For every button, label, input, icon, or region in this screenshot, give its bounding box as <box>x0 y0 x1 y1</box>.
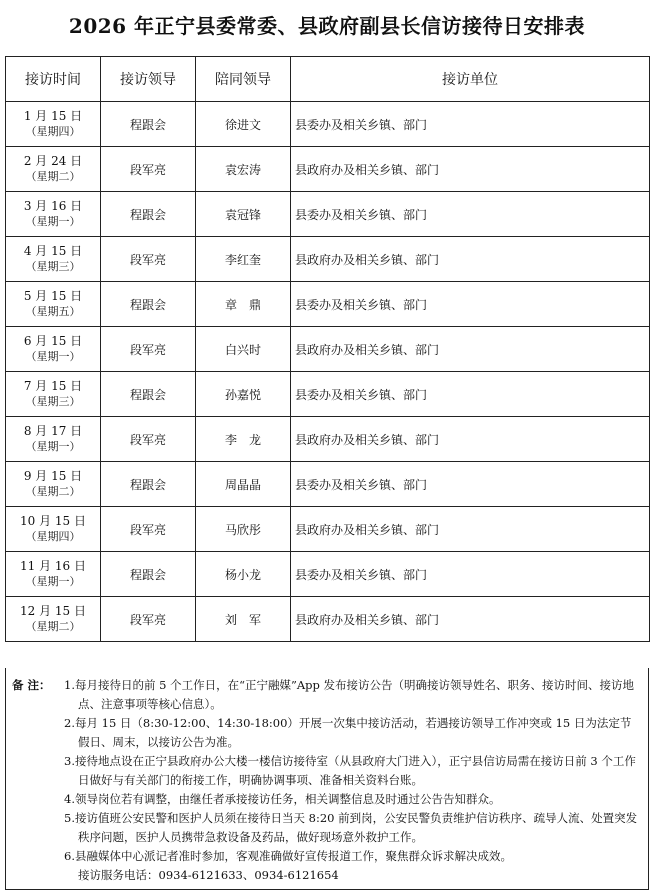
leader-cell: 段军亮 <box>101 417 196 462</box>
leader-cell: 程跟会 <box>101 192 196 237</box>
date-cell <box>6 237 101 282</box>
weekday-text: （星期二） <box>25 170 81 183</box>
weekday-text: （星期四） <box>25 125 81 138</box>
companion-cell: 周晶晶 <box>196 462 291 507</box>
unit-cell: 县政府办及相关乡镇、部门 <box>291 507 650 552</box>
date-cell <box>6 372 101 417</box>
date-cell <box>6 417 101 462</box>
table-row <box>6 507 650 552</box>
service-phone: 接访服务电话：0934-6121633、0934-6121654 <box>78 868 339 882</box>
leader-cell: 段军亮 <box>101 327 196 372</box>
date-text: 7 月 15 日 <box>23 379 83 393</box>
companion-cell: 袁冠锋 <box>196 192 291 237</box>
weekday-text: （星期一） <box>25 575 81 588</box>
companion-cell: 徐进文 <box>196 102 291 147</box>
date-cell <box>6 192 101 237</box>
weekday-text: （星期二） <box>25 485 81 498</box>
leader-cell: 段军亮 <box>101 597 196 642</box>
table-row <box>6 597 650 642</box>
date-text: 2 月 24 日 <box>23 154 83 168</box>
weekday-text: （星期一） <box>25 215 81 228</box>
note-item: 2.每月 15 日（8:30-12:00、14:30-18:00）开展一次集中接访活动，若遇接访领导工作冲突或 15 日为法定节假日、周末，以接访公告为准。 <box>64 716 632 749</box>
leader-cell: 段军亮 <box>101 507 196 552</box>
companion-cell: 章 鼎 <box>196 282 291 327</box>
unit-cell: 县政府办及相关乡镇、部门 <box>291 327 650 372</box>
table-row <box>6 282 650 327</box>
header-companion: 陪同领导 <box>196 57 291 102</box>
date-cell <box>6 282 101 327</box>
unit-cell: 县委办及相关乡镇、部门 <box>291 372 650 417</box>
companion-cell: 刘 军 <box>196 597 291 642</box>
unit-cell: 县委办及相关乡镇、部门 <box>291 192 650 237</box>
note-item: 1.每月接待日的前 5 个工作日，在“正宁融媒”App 发布接访公告（明确接访领导姓名、职务、接访时间、接访地点、注意事项等核心信息）。 <box>64 678 635 711</box>
date-text: 12 月 15 日 <box>20 604 86 618</box>
leader-cell: 程跟会 <box>101 372 196 417</box>
date-text: 10 月 15 日 <box>20 514 86 528</box>
date-text: 11 月 16 日 <box>20 559 86 573</box>
date-cell <box>6 552 101 597</box>
date-cell <box>6 597 101 642</box>
date-text: 8 月 17 日 <box>23 424 83 438</box>
companion-cell: 孙嘉悦 <box>196 372 291 417</box>
companion-cell: 李 龙 <box>196 417 291 462</box>
date-cell <box>6 507 101 552</box>
unit-cell: 县政府办及相关乡镇、部门 <box>291 417 650 462</box>
table-row <box>6 372 650 417</box>
date-text: 6 月 15 日 <box>23 334 83 348</box>
unit-cell: 县政府办及相关乡镇、部门 <box>291 597 650 642</box>
leader-cell: 段军亮 <box>101 147 196 192</box>
leader-cell: 程跟会 <box>101 462 196 507</box>
unit-cell: 县政府办及相关乡镇、部门 <box>291 147 650 192</box>
weekday-text: （星期五） <box>25 305 81 318</box>
date-text: 5 月 15 日 <box>23 289 83 303</box>
companion-cell: 马欣彤 <box>196 507 291 552</box>
page-title: 2026 年正宁县委常委、县政府副县长信访接待日安排表 <box>68 14 586 38</box>
weekday-text: （星期一） <box>25 440 81 453</box>
companion-cell: 李红奎 <box>196 237 291 282</box>
companion-cell: 杨小龙 <box>196 552 291 597</box>
unit-cell: 县委办及相关乡镇、部门 <box>291 552 650 597</box>
leader-cell: 程跟会 <box>101 282 196 327</box>
unit-cell: 县政府办及相关乡镇、部门 <box>291 237 650 282</box>
table-row <box>6 147 650 192</box>
weekday-text: （星期三） <box>25 260 81 273</box>
date-text: 4 月 15 日 <box>23 244 83 258</box>
weekday-text: （星期四） <box>25 530 81 543</box>
table-row <box>6 237 650 282</box>
note-item: 6.县融媒体中心派记者准时参加，客观准确做好宣传报道工作，聚焦群众诉求解决成效。 <box>64 849 512 863</box>
notes-section <box>5 668 649 890</box>
table-row <box>6 102 650 147</box>
table-row <box>6 552 650 597</box>
unit-cell: 县委办及相关乡镇、部门 <box>291 462 650 507</box>
date-cell <box>6 102 101 147</box>
date-text: 3 月 16 日 <box>23 199 83 213</box>
date-text: 9 月 15 日 <box>23 469 83 483</box>
date-cell <box>6 327 101 372</box>
leader-cell: 程跟会 <box>101 552 196 597</box>
weekday-text: （星期二） <box>25 620 81 633</box>
unit-cell: 县委办及相关乡镇、部门 <box>291 282 650 327</box>
date-cell <box>6 462 101 507</box>
weekday-text: （星期一） <box>25 350 81 363</box>
header-leader: 接访领导 <box>101 57 196 102</box>
date-cell <box>6 147 101 192</box>
notes-label: 备 注： <box>12 678 51 692</box>
header-time: 接访时间 <box>6 57 101 102</box>
note-item: 3.接待地点设在正宁县政府办公大楼一楼信访接待室（从县政府大门进入），正宁县信访局需在接访日前 3 个工作日做好与有关部门的衔接工作，明确协调事项、准备相关资料台账。 <box>64 754 636 787</box>
note-item: 5.接访值班公安民警和医护人员须在接待日当天 8:20 前到岗，公安民警负责维护信访秩序、疏导人流、处置突发秩序问题，医护人员携带急救设备及药品，做好现场意外救护工作。 <box>64 811 638 844</box>
notes-body <box>64 676 642 885</box>
table-row <box>6 192 650 237</box>
note-item: 4.领导岗位若有调整，由继任者承接接访任务，相关调整信息及时通过公告告知群众。 <box>64 792 501 806</box>
table-row <box>6 327 650 372</box>
table-header-row <box>6 57 650 102</box>
unit-cell: 县委办及相关乡镇、部门 <box>291 102 650 147</box>
table-row <box>6 462 650 507</box>
date-text: 1 月 15 日 <box>23 109 83 123</box>
weekday-text: （星期三） <box>25 395 81 408</box>
table-row <box>6 417 650 462</box>
leader-cell: 段军亮 <box>101 237 196 282</box>
header-unit: 接访单位 <box>291 57 650 102</box>
companion-cell: 白兴时 <box>196 327 291 372</box>
companion-cell: 袁宏涛 <box>196 147 291 192</box>
leader-cell: 程跟会 <box>101 102 196 147</box>
schedule-table <box>5 56 650 642</box>
